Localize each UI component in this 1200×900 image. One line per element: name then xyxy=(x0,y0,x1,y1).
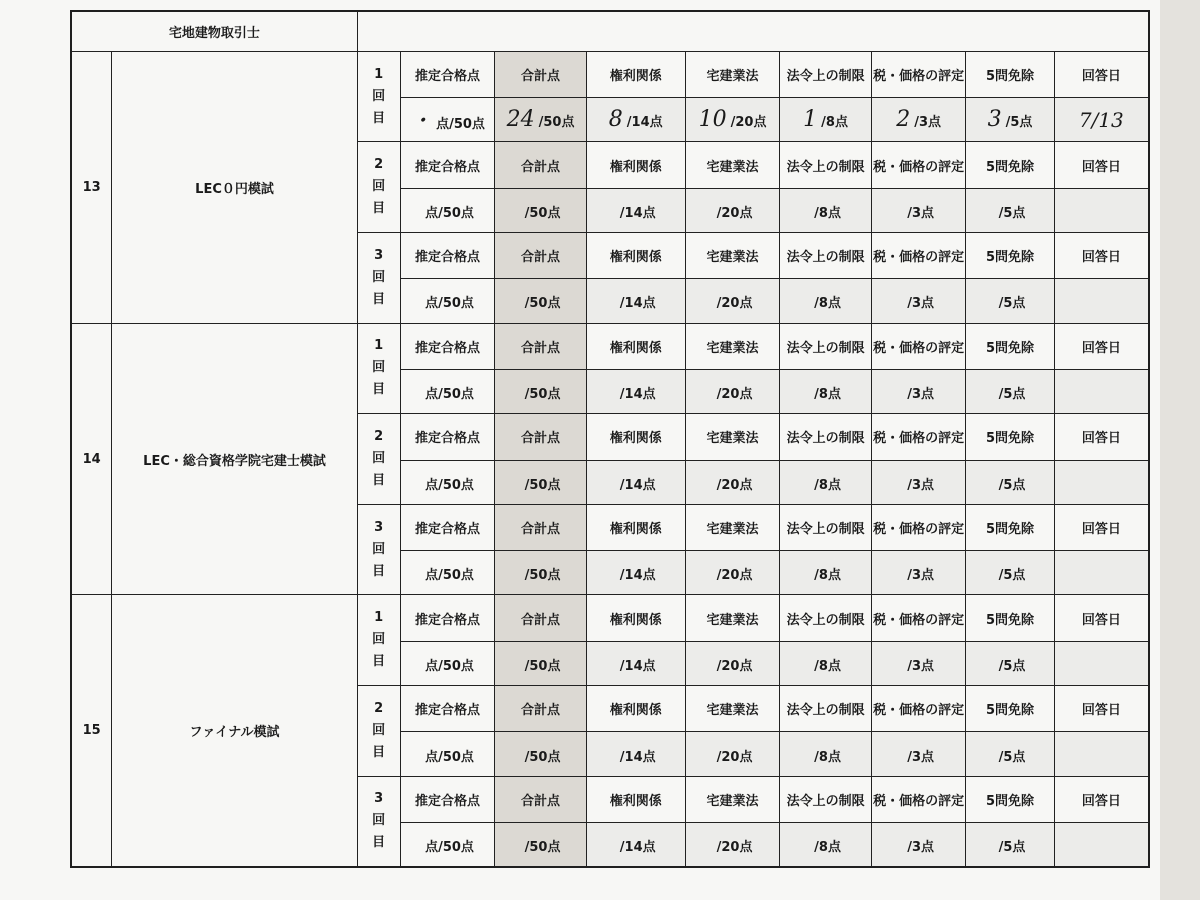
round-number-value: 2 xyxy=(374,429,384,445)
handwritten-value: ・ xyxy=(410,109,433,135)
score-cell[interactable] xyxy=(685,369,780,413)
column-header-label: 宅建業法 xyxy=(685,142,780,188)
score-cell[interactable] xyxy=(780,822,871,867)
column-header-label: 税・価格の評定 xyxy=(871,414,966,460)
score-cell[interactable] xyxy=(685,98,780,142)
unit-label: /14点 xyxy=(619,477,656,493)
column-header-label: 宅建業法 xyxy=(685,776,780,822)
unit-label: /20点 xyxy=(716,205,753,221)
round-suffix-me: 目 xyxy=(372,473,386,489)
column-header-label: 5問免除 xyxy=(966,414,1054,460)
round-suffix-kai: 回 xyxy=(372,451,386,467)
score-cell[interactable] xyxy=(400,369,495,413)
unit-label: /3点 xyxy=(907,749,934,765)
unit-label: 点/50点 xyxy=(436,117,485,133)
score-cell[interactable] xyxy=(871,369,966,413)
column-header-label: 回答日 xyxy=(1054,595,1149,641)
unit-label: /50点 xyxy=(524,296,561,312)
column-header-label: 合計点 xyxy=(495,233,586,279)
column-header-label: 回答日 xyxy=(1054,414,1149,460)
score-cell[interactable] xyxy=(586,732,685,776)
column-header-label: 宅建業法 xyxy=(685,323,780,369)
column-header-label: 5問免除 xyxy=(966,686,1054,732)
column-header-label: 権利関係 xyxy=(586,595,685,641)
column-header-label: 推定合格点 xyxy=(400,142,495,188)
round-number xyxy=(357,776,400,867)
unit-label: /50点 xyxy=(524,387,561,403)
score-cell[interactable] xyxy=(1054,460,1149,504)
column-header-label: 権利関係 xyxy=(586,233,685,279)
unit-label: /3点 xyxy=(907,839,934,855)
score-cell[interactable] xyxy=(1054,641,1149,685)
column-header-label: 合計点 xyxy=(495,51,586,97)
score-cell[interactable] xyxy=(1054,822,1149,867)
header-row xyxy=(71,11,1149,51)
column-header-label: 法令上の制限 xyxy=(780,595,871,641)
round-number xyxy=(357,414,400,505)
unit-label: /14点 xyxy=(619,296,656,312)
unit-label: /8点 xyxy=(814,296,841,312)
score-cell[interactable] xyxy=(871,822,966,867)
column-header-label: 宅建業法 xyxy=(685,51,780,97)
exam-number: 14 xyxy=(71,323,112,595)
round-suffix-kai: 回 xyxy=(372,541,386,557)
unit-label: /3点 xyxy=(907,568,934,584)
column-header-label: 税・価格の評定 xyxy=(871,233,966,279)
unit-label: /20点 xyxy=(716,749,753,765)
score-cell[interactable] xyxy=(966,460,1054,504)
unit-label: /50点 xyxy=(538,115,575,131)
score-cell[interactable] xyxy=(871,98,966,142)
round-number-value: 1 xyxy=(374,610,384,626)
score-cell[interactable] xyxy=(871,279,966,323)
score-cell[interactable] xyxy=(400,460,495,504)
score-cell[interactable] xyxy=(400,279,495,323)
unit-label: /50点 xyxy=(524,749,561,765)
round-suffix-me: 目 xyxy=(372,744,386,760)
page-title: 宅地建物取引士 xyxy=(71,11,357,51)
round-number xyxy=(357,233,400,324)
handwritten-value: 2 xyxy=(896,107,911,133)
score-cell[interactable] xyxy=(780,188,871,232)
round-number-value: 1 xyxy=(374,66,384,82)
unit-label: /3点 xyxy=(907,658,934,674)
column-header-label: 税・価格の評定 xyxy=(871,504,966,550)
score-cell[interactable] xyxy=(1054,369,1149,413)
score-cell[interactable] xyxy=(780,641,871,685)
column-header-label: 5問免除 xyxy=(966,504,1054,550)
column-header-label: 権利関係 xyxy=(586,142,685,188)
score-cell[interactable] xyxy=(400,551,495,595)
score-cell[interactable] xyxy=(586,369,685,413)
column-header-label: 権利関係 xyxy=(586,51,685,97)
unit-label: /5点 xyxy=(998,839,1026,855)
exam-number: 13 xyxy=(71,51,112,323)
column-header-label: 5問免除 xyxy=(966,323,1054,369)
unit-label: 点/50点 xyxy=(425,749,474,765)
column-header-label: 権利関係 xyxy=(586,504,685,550)
round-number xyxy=(357,686,400,777)
score-cell[interactable] xyxy=(495,551,586,595)
unit-label: /14点 xyxy=(619,658,656,674)
round-number-value: 2 xyxy=(374,157,384,173)
column-header-label: 権利関係 xyxy=(586,776,685,822)
score-cell[interactable] xyxy=(966,641,1054,685)
score-cell[interactable] xyxy=(495,369,586,413)
exam-name: ファイナル模試 xyxy=(112,595,357,867)
unit-label: /14点 xyxy=(626,115,663,131)
score-cell[interactable] xyxy=(495,279,586,323)
unit-label: 点/50点 xyxy=(425,568,474,584)
column-header-label: 合計点 xyxy=(495,686,586,732)
column-header-label: 回答日 xyxy=(1054,233,1149,279)
round-suffix-me: 目 xyxy=(372,201,386,217)
score-cell[interactable] xyxy=(586,279,685,323)
unit-label: /5点 xyxy=(998,296,1026,312)
unit-label: /50点 xyxy=(524,839,561,855)
score-cell[interactable] xyxy=(780,98,871,142)
column-header-label: 5問免除 xyxy=(966,233,1054,279)
column-header-label: 合計点 xyxy=(495,142,586,188)
round-suffix-kai: 回 xyxy=(372,813,386,829)
column-header-label: 税・価格の評定 xyxy=(871,686,966,732)
score-cell[interactable] xyxy=(495,98,586,142)
unit-label: /14点 xyxy=(619,839,656,855)
column-header-label: 宅建業法 xyxy=(685,414,780,460)
score-cell[interactable] xyxy=(966,188,1054,232)
score-cell[interactable] xyxy=(495,641,586,685)
unit-label: /20点 xyxy=(716,839,753,855)
score-cell[interactable] xyxy=(586,822,685,867)
round-number-value: 2 xyxy=(374,700,384,716)
column-header-label: 合計点 xyxy=(495,504,586,550)
round-label-row xyxy=(71,323,1149,369)
unit-label: /50点 xyxy=(524,658,561,674)
column-header-label: 推定合格点 xyxy=(400,414,495,460)
score-cell[interactable] xyxy=(871,188,966,232)
column-header-label: 法令上の制限 xyxy=(780,414,871,460)
round-label-row xyxy=(71,595,1149,641)
unit-label: /5点 xyxy=(998,749,1026,765)
unit-label: /8点 xyxy=(814,387,841,403)
column-header-label: 5問免除 xyxy=(966,776,1054,822)
score-cell[interactable] xyxy=(1054,732,1149,776)
unit-label: /5点 xyxy=(998,658,1026,674)
handwritten-value: 10 xyxy=(698,107,727,133)
score-cell[interactable] xyxy=(495,460,586,504)
unit-label: /8点 xyxy=(821,115,848,131)
exam-name: LEC・総合資格学院宅建士模試 xyxy=(112,323,357,595)
handwritten-value: 1 xyxy=(803,107,818,133)
score-cell[interactable] xyxy=(871,551,966,595)
round-label-row xyxy=(71,51,1149,97)
unit-label: /20点 xyxy=(716,568,753,584)
unit-label: /20点 xyxy=(730,115,767,131)
score-cell[interactable] xyxy=(400,98,495,142)
round-number-value: 3 xyxy=(374,247,384,263)
round-suffix-me: 目 xyxy=(372,835,386,851)
score-cell[interactable] xyxy=(966,279,1054,323)
column-header-label: 権利関係 xyxy=(586,686,685,732)
score-cell[interactable] xyxy=(685,188,780,232)
round-suffix-me: 目 xyxy=(372,291,386,307)
unit-label: /8点 xyxy=(814,658,841,674)
unit-label: /3点 xyxy=(914,115,941,131)
column-header-label: 法令上の制限 xyxy=(780,686,871,732)
round-suffix-me: 目 xyxy=(372,654,386,670)
column-header-label: 5問免除 xyxy=(966,51,1054,97)
unit-label: /50点 xyxy=(524,477,561,493)
column-header-label: 合計点 xyxy=(495,414,586,460)
column-header-label: 法令上の制限 xyxy=(780,323,871,369)
column-header-label: 5問免除 xyxy=(966,595,1054,641)
score-cell[interactable] xyxy=(780,369,871,413)
round-suffix-me: 目 xyxy=(372,110,386,126)
column-header-label: 宅建業法 xyxy=(685,595,780,641)
handwritten-value: 24 xyxy=(506,107,535,133)
column-header-label: 税・価格の評定 xyxy=(871,776,966,822)
column-header-label: 法令上の制限 xyxy=(780,51,871,97)
unit-label: /14点 xyxy=(619,749,656,765)
unit-label: /20点 xyxy=(716,296,753,312)
column-header-label: 法令上の制限 xyxy=(780,233,871,279)
round-suffix-kai: 回 xyxy=(372,88,386,104)
column-header-label: 5問免除 xyxy=(966,142,1054,188)
score-cell[interactable] xyxy=(685,822,780,867)
handwritten-value: 7/13 xyxy=(1078,107,1124,132)
round-suffix-kai: 回 xyxy=(372,269,386,285)
score-cell[interactable] xyxy=(586,551,685,595)
unit-label: /20点 xyxy=(716,658,753,674)
unit-label: /50点 xyxy=(524,205,561,221)
unit-label: /8点 xyxy=(814,205,841,221)
score-cell[interactable] xyxy=(495,822,586,867)
score-cell[interactable] xyxy=(400,641,495,685)
unit-label: /14点 xyxy=(619,568,656,584)
round-number-value: 3 xyxy=(374,791,384,807)
unit-label: /5点 xyxy=(998,568,1026,584)
column-header-label: 合計点 xyxy=(495,595,586,641)
column-header-label: 推定合格点 xyxy=(400,323,495,369)
score-cell[interactable] xyxy=(780,732,871,776)
column-header-label: 法令上の制限 xyxy=(780,776,871,822)
score-cell[interactable] xyxy=(1054,551,1149,595)
unit-label: /20点 xyxy=(716,477,753,493)
round-number-value: 3 xyxy=(374,519,384,535)
unit-label: /5点 xyxy=(1005,115,1033,131)
column-header-label: 回答日 xyxy=(1054,51,1149,97)
score-cell[interactable] xyxy=(685,641,780,685)
round-suffix-kai: 回 xyxy=(372,360,386,376)
column-header-label: 税・価格の評定 xyxy=(871,51,966,97)
score-cell[interactable] xyxy=(780,460,871,504)
score-cell[interactable] xyxy=(1054,188,1149,232)
unit-label: /8点 xyxy=(814,568,841,584)
score-cell[interactable] xyxy=(400,188,495,232)
column-header-label: 回答日 xyxy=(1054,776,1149,822)
round-number-value: 1 xyxy=(374,338,384,354)
unit-label: /14点 xyxy=(619,387,656,403)
column-header-label: 宅建業法 xyxy=(685,233,780,279)
score-cell[interactable] xyxy=(685,551,780,595)
unit-label: /3点 xyxy=(907,477,934,493)
score-cell[interactable] xyxy=(400,732,495,776)
score-cell[interactable] xyxy=(495,732,586,776)
round-suffix-kai: 回 xyxy=(372,722,386,738)
round-number xyxy=(357,142,400,233)
unit-label: /14点 xyxy=(619,205,656,221)
unit-label: /50点 xyxy=(524,568,561,584)
score-cell[interactable] xyxy=(495,188,586,232)
score-cell[interactable] xyxy=(966,732,1054,776)
column-header-label: 回答日 xyxy=(1054,504,1149,550)
column-header-label: 推定合格点 xyxy=(400,776,495,822)
column-header-label: 税・価格の評定 xyxy=(871,595,966,641)
column-header-label: 推定合格点 xyxy=(400,233,495,279)
exam-name: LEC０円模試 xyxy=(112,51,357,323)
score-cell[interactable] xyxy=(871,460,966,504)
unit-label: 点/50点 xyxy=(425,205,474,221)
score-table xyxy=(70,10,1150,868)
score-cell[interactable] xyxy=(871,732,966,776)
score-cell[interactable] xyxy=(400,822,495,867)
unit-label: 点/50点 xyxy=(425,839,474,855)
header-blank xyxy=(357,11,1149,51)
column-header-label: 推定合格点 xyxy=(400,504,495,550)
unit-label: /3点 xyxy=(907,387,934,403)
score-cell[interactable] xyxy=(966,822,1054,867)
unit-label: 点/50点 xyxy=(425,658,474,674)
column-header-label: 推定合格点 xyxy=(400,686,495,732)
score-cell[interactable] xyxy=(1054,279,1149,323)
unit-label: /8点 xyxy=(814,477,841,493)
column-header-label: 推定合格点 xyxy=(400,51,495,97)
score-cell[interactable] xyxy=(780,551,871,595)
unit-label: /20点 xyxy=(716,387,753,403)
unit-label: /8点 xyxy=(814,749,841,765)
column-header-label: 合計点 xyxy=(495,776,586,822)
column-header-label: 法令上の制限 xyxy=(780,142,871,188)
unit-label: /3点 xyxy=(907,296,934,312)
score-cell[interactable] xyxy=(586,98,685,142)
round-number xyxy=(357,504,400,595)
score-cell[interactable] xyxy=(685,279,780,323)
score-cell[interactable] xyxy=(586,188,685,232)
round-suffix-kai: 回 xyxy=(372,179,386,195)
unit-label: /8点 xyxy=(814,839,841,855)
score-cell[interactable] xyxy=(966,98,1054,142)
column-header-label: 法令上の制限 xyxy=(780,504,871,550)
score-cell[interactable] xyxy=(966,551,1054,595)
column-header-label: 回答日 xyxy=(1054,323,1149,369)
column-header-label: 税・価格の評定 xyxy=(871,323,966,369)
unit-label: /5点 xyxy=(998,205,1026,221)
score-cell[interactable] xyxy=(685,460,780,504)
round-suffix-me: 目 xyxy=(372,563,386,579)
score-cell[interactable] xyxy=(586,641,685,685)
column-header-label: 税・価格の評定 xyxy=(871,142,966,188)
score-cell[interactable] xyxy=(780,279,871,323)
unit-label: /3点 xyxy=(907,205,934,221)
column-header-label: 合計点 xyxy=(495,323,586,369)
exam-number: 15 xyxy=(71,595,112,867)
column-header-label: 権利関係 xyxy=(586,323,685,369)
unit-label: 点/50点 xyxy=(425,387,474,403)
column-header-label: 回答日 xyxy=(1054,142,1149,188)
unit-label: 点/50点 xyxy=(425,477,474,493)
column-header-label: 回答日 xyxy=(1054,686,1149,732)
score-table-body xyxy=(71,11,1149,867)
score-cell[interactable] xyxy=(685,732,780,776)
round-number xyxy=(357,595,400,686)
handwritten-value: 8 xyxy=(608,107,623,133)
score-cell[interactable] xyxy=(871,641,966,685)
column-header-label: 宅建業法 xyxy=(685,504,780,550)
round-number xyxy=(357,51,400,142)
round-suffix-me: 目 xyxy=(372,382,386,398)
column-header-label: 宅建業法 xyxy=(685,686,780,732)
round-suffix-kai: 回 xyxy=(372,632,386,648)
round-number xyxy=(357,323,400,414)
score-cell[interactable] xyxy=(966,369,1054,413)
column-header-label: 権利関係 xyxy=(586,414,685,460)
column-header-label: 推定合格点 xyxy=(400,595,495,641)
unit-label: /5点 xyxy=(998,387,1026,403)
score-cell[interactable] xyxy=(1054,98,1149,142)
unit-label: /5点 xyxy=(998,477,1026,493)
score-cell[interactable] xyxy=(586,460,685,504)
unit-label: 点/50点 xyxy=(425,296,474,312)
handwritten-value: 3 xyxy=(987,107,1002,133)
